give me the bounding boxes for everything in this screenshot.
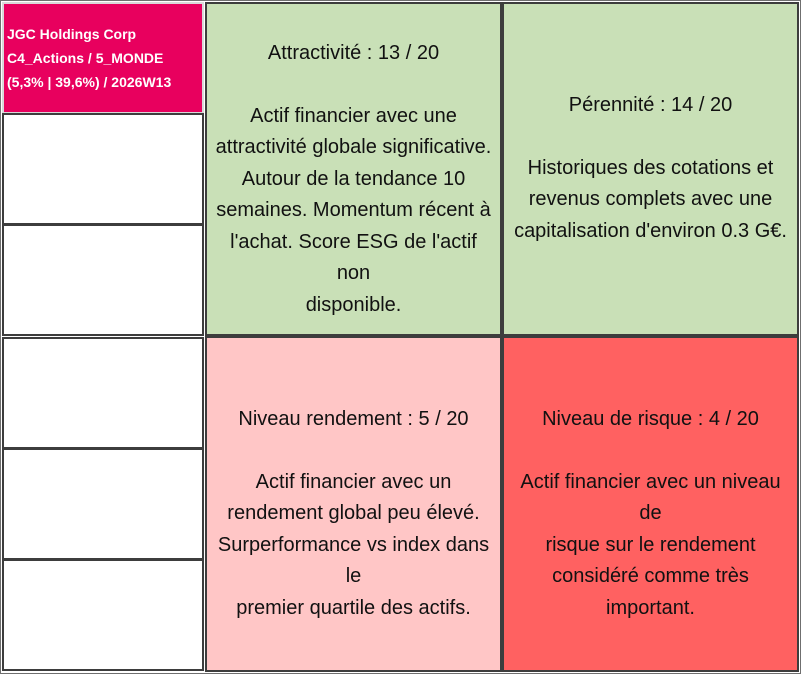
rendement-text-line: Surperformance vs index dans le (217, 533, 490, 587)
rendement-text-line: premier quartile des actifs. (236, 596, 471, 619)
rendement-text-line: rendement global peu élevé. (227, 502, 480, 524)
perennite-text-line: Historiques des cotations et (527, 156, 774, 179)
perennite-title: Pérennité : 14 / 20 (568, 94, 733, 116)
risque-text-line: important. (606, 596, 695, 619)
attractivite-text-line: Actif financier avec une (250, 104, 457, 127)
rendement-panel (205, 336, 502, 672)
blank-cell-2 (2, 224, 204, 336)
rendement-title: Niveau rendement : 5 / 20 (238, 408, 469, 430)
blank-cell-1 (2, 113, 204, 225)
risque-text-line: risque sur le rendement (545, 533, 756, 556)
perennite-panel (502, 2, 799, 336)
perennite-text-line: revenus complets avec une (528, 188, 773, 210)
risque-panel (502, 336, 799, 672)
asset-period: (5,3% | 39,6%) / 2026W13 (7, 74, 172, 90)
attractivite-text-line: l'achat. Score ESG de l'actif non (230, 230, 477, 284)
attractivite-panel (205, 2, 502, 336)
risque-title: Niveau de risque : 4 / 20 (542, 408, 759, 430)
risque-text-line: considéré comme très (552, 565, 749, 587)
blank-cell-5 (2, 559, 204, 671)
blank-cell-4 (2, 448, 204, 560)
attractivite-text-line: attractivité globale significative. (215, 136, 492, 158)
risque-text-line: Actif financier avec un niveau de (520, 470, 781, 524)
attractivite-title: Attractivité : 13 / 20 (267, 42, 440, 64)
asset-name: JGC Holdings Corp (7, 26, 137, 42)
blank-cell-3 (2, 337, 204, 449)
perennite-text-line: capitalisation d'environ 0.3 G€. (514, 219, 787, 242)
asset-header (2, 2, 204, 114)
attractivite-text-line: semaines. Momentum récent à (216, 199, 491, 221)
attractivite-text-line: Autour de la tendance 10 (241, 167, 466, 190)
rendement-text-line: Actif financier avec un (255, 470, 452, 493)
attractivite-text-line: disponible. (305, 293, 402, 316)
asset-category: C4_Actions / 5_MONDE (7, 50, 164, 66)
